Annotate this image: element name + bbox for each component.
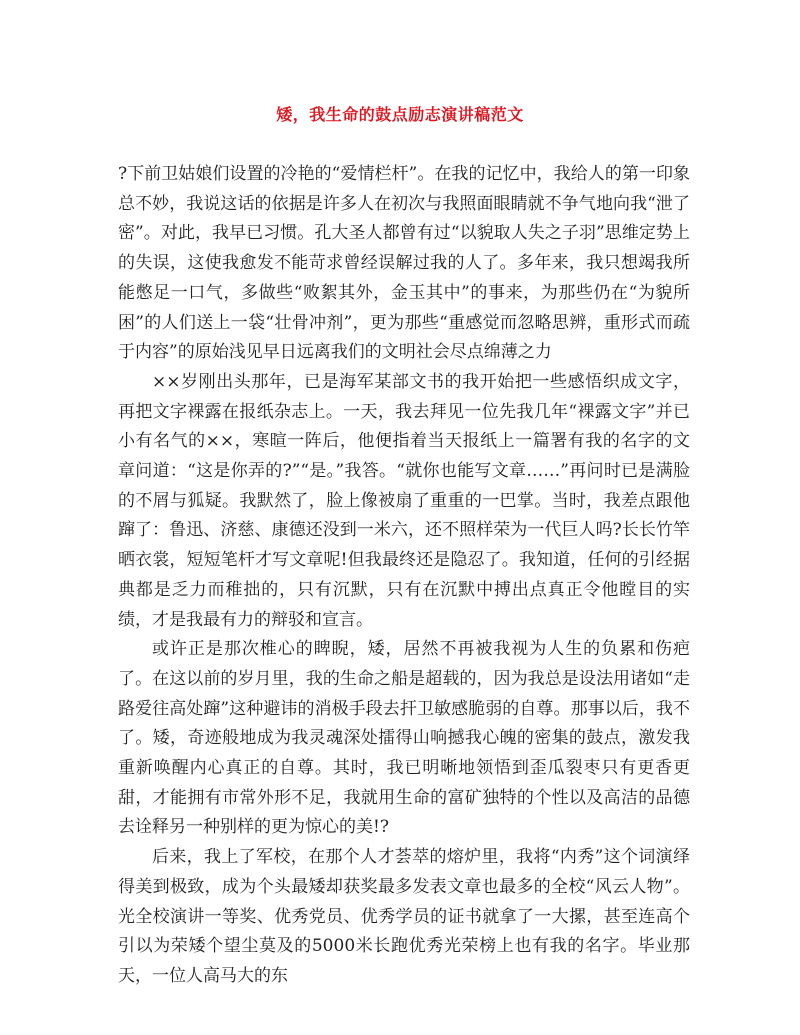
document-body <box>118 160 690 992</box>
body-paragraph: 后来，我上了军校，在那个人才荟萃的熔炉里，我将“内秀”这个词演绎得美到极致，成为个头最矮却获奖最多发表文章也最多的全校“风云人物”。光全校演讲一等奖、优秀党员、优秀学员的证书就拿了一大摞，甚至连高个引以为荣矮个望尘莫及的5000米长跑优秀光荣榜上也有我的名字。毕业那天，一位人高马大的东 <box>118 847 690 986</box>
document-title: 矮，我生命的鼓点励志演讲稿范文 <box>276 105 524 124</box>
body-paragraph: ××岁刚出头那年，已是海军某部文书的我开始把一些感悟织成文字，再把文字裸露在报纸杂志上。一天，我去拜见一位先我几年“裸露文字”并已小有名气的××，寒暄一阵后，他便指着当天报纸上一篇署有我的名字的文章问道：“这是你弄的?”“是。”我答。“就你也能写文章……”再问时已是满脸的不屑与狐疑。我默然了，脸上像被扇了重重的一巴掌。当时，我差点跟他蹿了：鲁迅、济慈、康德还没到一米六，还不照样荣为一代巨人吗?长长竹竿晒衣裳，短短笔杆才写文章呢!但我最终还是隐忍了。我知道，任何的引经据典都是乏力而稚拙的，只有沉默，只有在沉默中搏出点真正令他瞠目的实绩，才是我最有力的辩驳和宣言。 <box>118 371 690 630</box>
body-paragraph: ?下前卫姑娘们设置的冷艳的“爱情栏杆”。在我的记忆中，我给人的第一印象总不妙，我说这话的依据是许多人在初次与我照面眼睛就不争气地向我“泄了密”。对此，我早已习惯。孔大圣人都曾有过“以貌取人失之子羽”思维定势上的失误，这使我愈发不能苛求曾经误解过我的人了。多年来，我只想竭我所能憋足一口气，多做些“败絮其外，金玉其中”的事来，为那些仍在“为貌所困”的人们送上一袋“壮骨冲剂”，更为那些“重感觉而忽略思辨，重形式而疏于内容”的原始浅见早日远离我们的文明社会尽点绵薄之力 <box>118 164 690 363</box>
body-paragraph: 或许正是那次椎心的睥睨，矮，居然不再被我视为人生的负累和伤疤了。在这以前的岁月里，我的生命之船是超载的，因为我总是设法用诸如“走路爱往高处蹿”这种避讳的消极手段去扞卫敏感脆弱的自尊。那事以后，我不了。矮，奇迹般地成为我灵魂深处擂得山响撼我心魄的密集的鼓点，激发我重新唤醒内心真正的自尊。其时，我已明晰地领悟到歪瓜裂枣只有更香更甜，才能拥有市常外形不足，我就用生命的富矿独特的个性以及高洁的品德去诠释另一种别样的更为惊心的美!? <box>118 639 690 838</box>
